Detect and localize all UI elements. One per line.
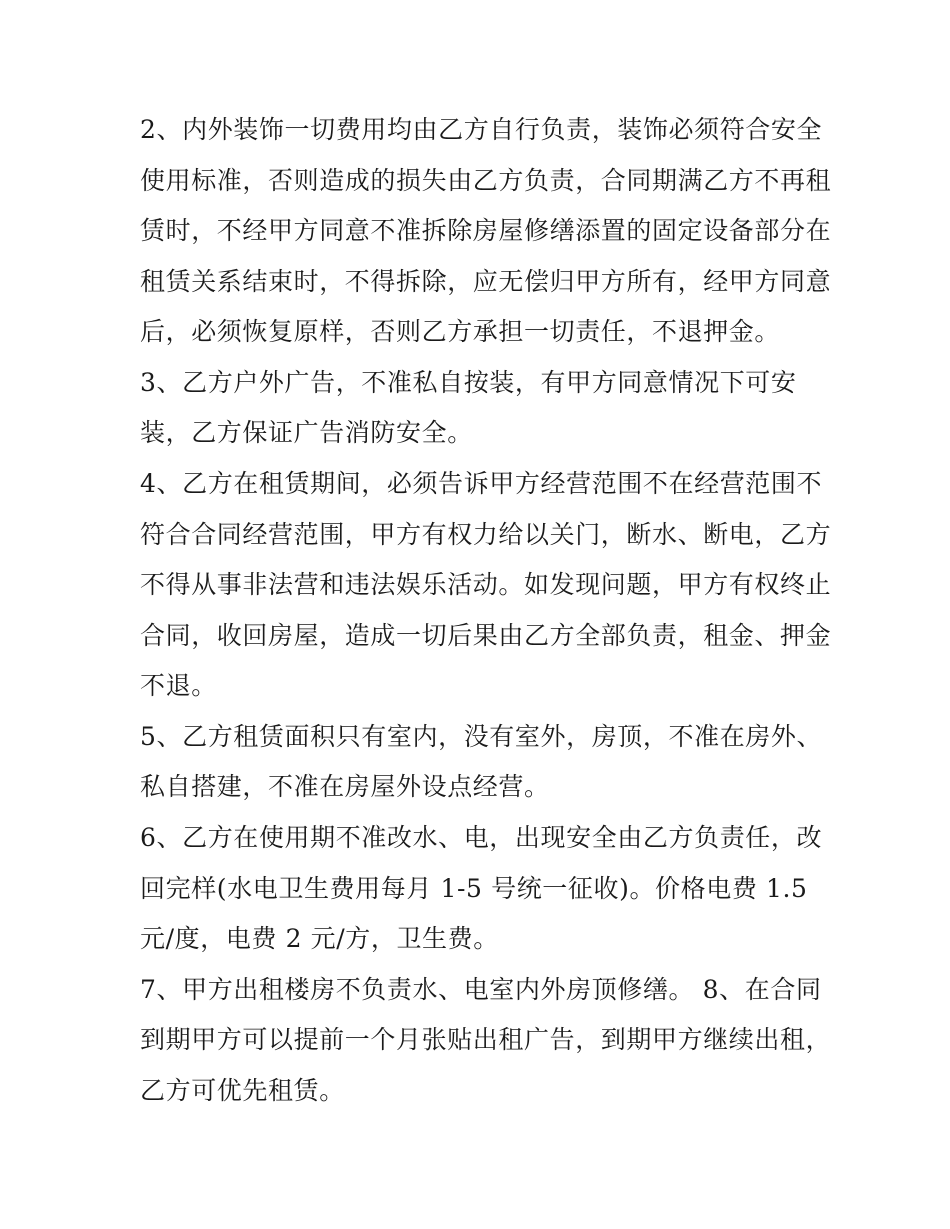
text-line: 合同，收回房屋，造成一切后果由乙方全部负责，租金、押金 — [140, 621, 832, 650]
text-line: 元/度，电费 2 元/方，卫生费。 — [140, 924, 499, 953]
text-line: 5、乙方租赁面积只有室内，没有室外，房顶，不准在房外、 — [140, 722, 823, 751]
text-line: 符合合同经营范围，甲方有权力给以关门，断水、断电，乙方 — [140, 520, 832, 549]
text-line: 装，乙方保证广告消防安全。 — [140, 418, 473, 447]
text-line: 到期甲方可以提前一个月张贴出租广告，到期甲方继续出租， — [140, 1025, 832, 1054]
text-line: 6、乙方在使用期不准改水、电，出现安全由乙方负责任，改 — [140, 823, 823, 852]
text-line: 租赁关系结束时，不得拆除，应无偿归甲方所有，经甲方同意 — [140, 267, 832, 296]
text-line: 使用标准，否则造成的损失由乙方负责，合同期满乙方不再租 — [140, 166, 832, 195]
text-line: 私自搭建，不准在房屋外设点经营。 — [140, 772, 550, 801]
text-line: 不得从事非法营和违法娱乐活动。如发现问题，甲方有权终止 — [140, 570, 832, 599]
text-line: 2、内外装饰一切费用均由乙方自行负责，装饰必须符合安全 — [140, 115, 823, 144]
text-line: 回完样(水电卫生费用每月 1-5 号统一征收)。价格电费 1.5 — [140, 874, 808, 903]
text-line: 4、乙方在租赁期间，必须告诉甲方经营范围不在经营范围不 — [140, 469, 823, 498]
text-line: 乙方可优先租赁。 — [140, 1076, 345, 1105]
text-line: 后，必须恢复原样，否则乙方承担一切责任，不退押金。 — [140, 317, 781, 346]
text-line: 赁时，不经甲方同意不准拆除房屋修缮添置的固定设备部分在 — [140, 216, 832, 245]
text-line: 3、乙方户外广告，不准私自按装，有甲方同意情况下可安 — [140, 368, 797, 397]
text-line: 不退。 — [140, 671, 217, 700]
text-line: 7、甲方出租楼房不负责水、电室内外房顶修缮。 8、在合同 — [140, 975, 822, 1004]
